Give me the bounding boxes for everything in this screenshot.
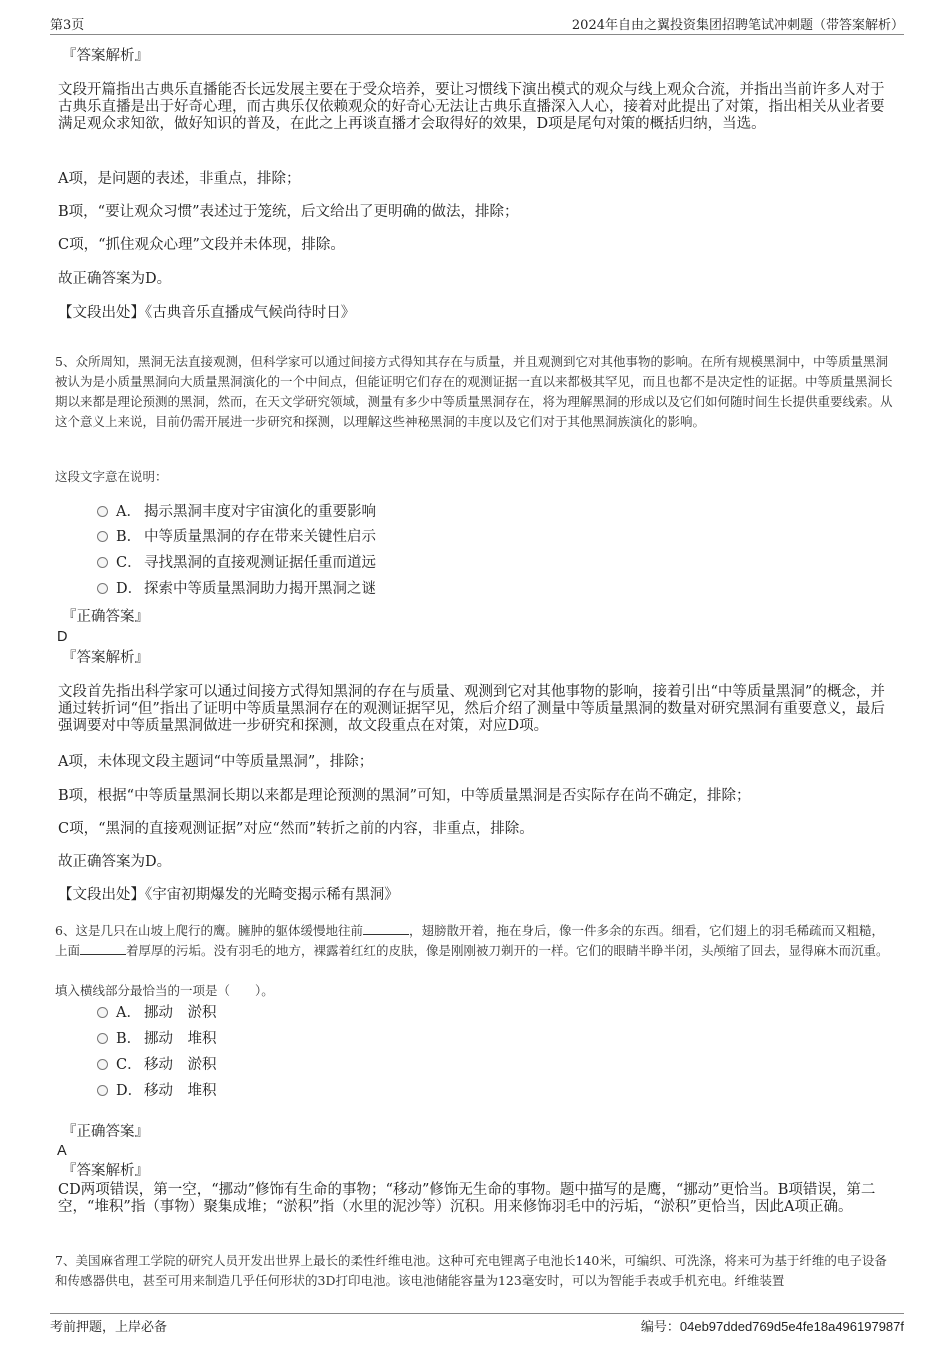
radio-icon[interactable]: [97, 506, 108, 517]
q6-answer: A: [57, 1143, 67, 1159]
q7-stem: 7、美国麻省理工学院的研究人员开发出世界上最长的柔性纤维电池。这种可充电锂离子电池长140米，可编织、可洗涤，将来可为基于纤维的电子设备和传感器供电，甚至可用来制造几乎任何形状的3D打印电池。该电池储能容量为123毫安时，可以为智能手表或手机充电。纤维装置: [55, 1253, 887, 1288]
q5-option-b-explanation: B项，根据“中等质量黑洞长期以来都是理论预测的黑洞”可知，中等质量黑洞是否实际存在尚不确定，排除；: [58, 788, 751, 804]
q6-question: 填入横线部分最恰当的一项是（ ）。: [55, 983, 274, 998]
q5-option-a[interactable]: A． 揭示黑洞丰度对宇宙演化的重要影响: [97, 502, 376, 522]
q5-answer-label: 『正确答案』: [62, 609, 149, 625]
q4-option-c-explanation: C项，“抓住观众心理”文段并未体现，排除。: [58, 237, 345, 253]
fill-blank[interactable]: [80, 942, 126, 955]
q5-question: 这段文字意在说明：: [55, 469, 168, 484]
page-footer: [50, 1313, 904, 1336]
q6-option-c[interactable]: C． 移动 淤积: [97, 1055, 217, 1075]
page-number: 第3页: [50, 18, 85, 33]
q5-analysis-text: 文段首先指出科学家可以通过间接方式得知黑洞的存在与质量、观测到它对其他事物的影响，接着引出“中等质量黑洞”的概念，并通过转折词“但”指出了证明中等质量黑洞存在的观测证据罕见，然后介绍了测量中等质量黑洞的数量对研究黑洞有重要意义，最后强调要对中等质量黑洞做进一步研究和探测，故文段重点在对策，对应D项。: [58, 684, 885, 734]
radio-icon[interactable]: [97, 557, 108, 568]
footer-slogan: 考前押题，上岸必备: [50, 1320, 168, 1335]
q6-option-a[interactable]: A． 挪动 淤积: [97, 1003, 217, 1023]
document-title: 2024年自由之翼投资集团招聘笔试冲刺题（带答案解析）: [571, 18, 904, 33]
document-code: 编号：04eb97dded769d5e4fe18a496197987f: [640, 1319, 904, 1335]
radio-icon[interactable]: [97, 1085, 108, 1096]
q5-option-b[interactable]: B． 中等质量黑洞的存在带来关键性启示: [97, 527, 376, 547]
q6-option-b[interactable]: B． 挪动 堆积: [97, 1029, 217, 1049]
q4-option-b-explanation: B项，“要让观众习惯”表述过于笼统，后文给出了更明确的做法，排除；: [58, 204, 519, 220]
q4-analysis-label: 『答案解析』: [62, 48, 149, 64]
q6-answer-label: 『正确答案』: [62, 1124, 149, 1140]
fill-blank[interactable]: [363, 922, 409, 935]
radio-icon[interactable]: [97, 1059, 108, 1070]
q5-option-a-explanation: A项，未体现文段主题词“中等质量黑洞”，排除；: [58, 754, 374, 770]
radio-icon[interactable]: [97, 1007, 108, 1018]
q5-stem: 5、众所周知，黑洞无法直接观测，但科学家可以通过间接方式得知其存在与质量，并且观测到它对其他事物的影响。在所有规模黑洞中，中等质量黑洞被认为是小质量黑洞向大质量黑洞演化的一个中间点，但能证明它们存在的观测证据一直以来都极其罕见，而且也都不是决定性的证据。中等质量黑洞长期以来都是理论预测的黑洞，然而，在天文学研究领域，测量有多少中等质量黑洞存在，将为理解黑洞的形成以及它们如何随时间生长提供重要线索。从这个意义上来说，目前仍需开展进一步研究和探测，以理解这些神秘黑洞的丰度以及它们对于其他黑洞族演化的影响。: [55, 354, 893, 429]
q5-conclusion: 故正确答案为D。: [58, 854, 172, 870]
radio-icon[interactable]: [97, 531, 108, 542]
q5-option-c[interactable]: C． 寻找黑洞的直接观测证据任重而道远: [97, 553, 376, 573]
radio-icon[interactable]: [97, 1033, 108, 1044]
q6-analysis-text: CD两项错误，第一空，“挪动”修饰有生命的事物；“移动”修饰无生命的事物。题中描写的是鹰，“挪动”更恰当。B项错误，第二空，“堆积”指（事物）聚集成堆；“淤积”指（水里的泥沙等）沉积。用来修饰羽毛中的污垢，“淤积”更恰当，因此A项正确。: [58, 1182, 876, 1215]
q4-conclusion: 故正确答案为D。: [58, 271, 172, 287]
q5-option-d[interactable]: D． 探索中等质量黑洞助力揭开黑洞之谜: [97, 579, 376, 599]
q5-option-c-explanation: C项，“黑洞的直接观测证据”对应“然而”转折之前的内容，非重点，排除。: [58, 821, 534, 837]
page-header: [50, 14, 904, 35]
radio-icon[interactable]: [97, 583, 108, 594]
q5-source: 【文段出处】《宇宙初期爆发的光畸变揭示稀有黑洞》: [58, 887, 399, 903]
q4-analysis-text: 文段开篇指出古典乐直播能否长远发展主要在于受众培养，要让习惯线下演出模式的观众与线上观众合流，并指出当前许多人对于古典乐直播是出于好奇心理，而古典乐仅依赖观众的好奇心无法让古典乐直播深入人心，接着对此提出了对策，指出相关从业者要满足观众求知欲，做好知识的普及，在此之上再谈直播才会取得好的效果，D项是尾句对策的概括归纳，当选。: [58, 82, 885, 132]
q4-option-a-explanation: A项，是问题的表述，非重点，排除；: [58, 171, 301, 187]
q6-option-d[interactable]: D． 移动 堆积: [97, 1081, 217, 1101]
q6-stem: 6、这是几只在山坡上爬行的鹰。臃肿的躯体缓慢地往前 ，翅膀散开着，拖在身后，像一件多余的东西。细看，它们翅上的羽毛稀疏而又粗糙，上面 着厚厚的污垢。没有羽毛的地方，裸露着红红的皮肤，像是刚刚被刀剃开的一样。它们的眼睛半睁半闭，头颅缩了回去，显得麻木而沉重。: [55, 923, 889, 958]
q5-analysis-label: 『答案解析』: [62, 650, 149, 666]
q6-analysis-label: 『答案解析』: [62, 1163, 149, 1179]
q5-answer: D: [57, 629, 68, 645]
q4-source: 【文段出处】《古典音乐直播成气候尚待时日》: [58, 305, 356, 321]
